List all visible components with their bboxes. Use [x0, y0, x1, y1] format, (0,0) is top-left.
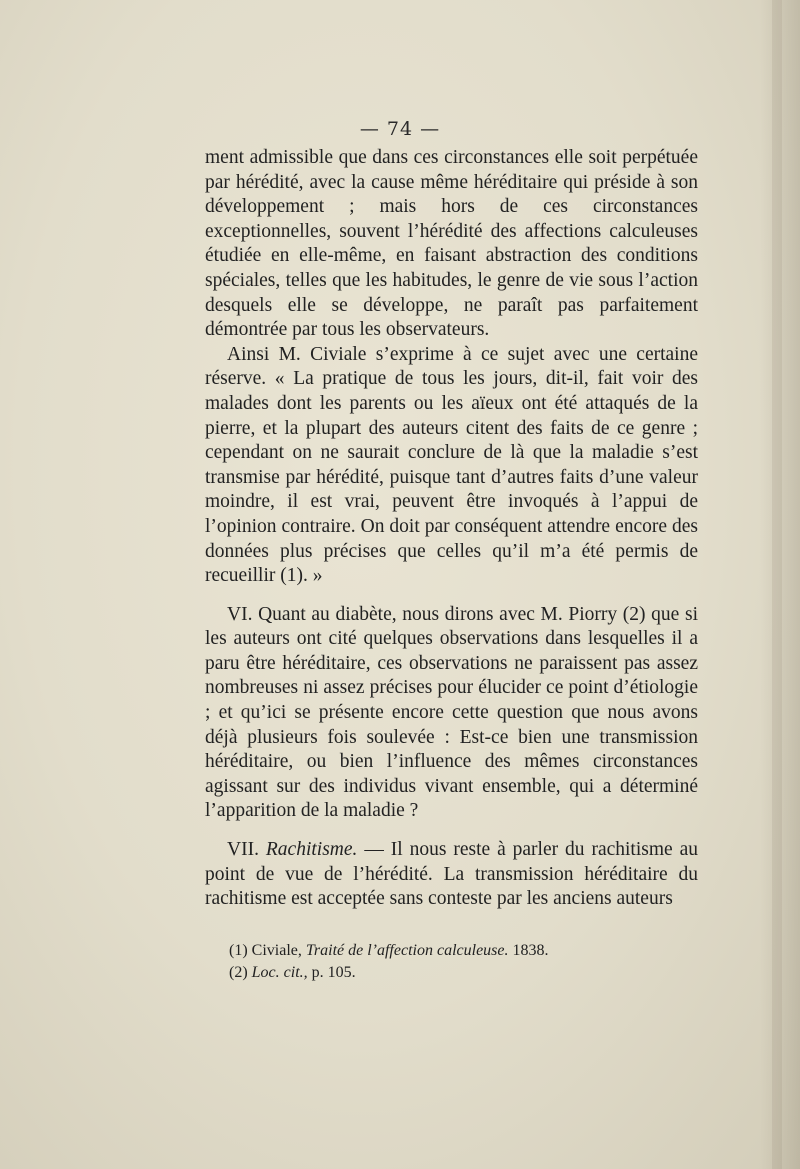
paragraph-diabete: VI. Quant au diabète, nous dirons avec M. Piorry (2) que si les auteurs ont cité quelques observations dans lesquelles il a paru être héréditaire, ces observations ne paraissent pas assez nombreuses ni assez précises pour élucider ce point d’étiologie ; et qu’ici se présente encore cette question que nous avons déjà plusieurs fois soulevée : Est-ce bien une transmission héréditaire, ou bien l’influence des mêmes circonstances agissant sur des individus vivant ensemble, qui a déterminé l’apparition de la maladie ?	[205, 603, 698, 822]
footnote-title: Loc. cit.,	[251, 964, 308, 981]
footnote-marker: (2)	[229, 964, 248, 981]
paragraph-civiale: Ainsi M. Civiale s’exprime à ce sujet avec une certaine réserve. « La pratique de tous les jours, dit-il, fait voir des malades dont les parents ou les aïeux ont été attaqués de la pierre, et la plupart des auteurs citent des faits de ce genre ; cependant on ne saurait conclure de là que la maladie s’est transmise par hérédité, puisque tant d’autres faits d’une valeur moindre, il est vrai, peuvent être invoqués à l’appui de l’opinion contraire. On doit par conséquent attendre encore des données plus précises que celles qu’il m’a été permis de recueillir (1). »	[205, 343, 698, 587]
section-title: Rachitisme.	[265, 839, 358, 861]
paragraph-continuation: ment admissible que dans ces circonstances elle soit perpétuée par hérédité, avec la cause même héréditaire qui préside à son développement ; mais hors de ces circonstances exceptionnelles, souvent l’hérédité des affections calculeuses étudiée en elle-même, en faisant abstraction des conditions spéciales, telles que les habitudes, le genre de vie sous l’action desquels elle se développe, ne paraît pas parfaitement démontrée par tous les observateurs.	[205, 147, 698, 341]
footnote-rest: p. 105.	[311, 964, 356, 981]
page-number: — 74 —	[359, 118, 441, 140]
footnote-1	[229, 940, 699, 962]
section-text: — Il nous reste à parler du rachitisme au point de vue de l’hérédité. La transmission héréditaire du rachitisme est acceptée sans conteste par les anciens auteurs	[205, 839, 698, 910]
footnote-title: Traité de l’affection calculeuse.	[305, 942, 509, 959]
section-number: VII.	[227, 839, 259, 861]
page-edge-stain	[772, 0, 782, 1169]
paragraph-rachitisme	[205, 838, 698, 912]
footnote-author: Civiale,	[251, 942, 302, 959]
body-text	[205, 146, 698, 912]
footnote-2	[229, 962, 699, 984]
footnote-rest: 1838.	[512, 942, 549, 959]
footnote-marker: (1)	[229, 942, 248, 959]
footnotes	[229, 940, 699, 984]
